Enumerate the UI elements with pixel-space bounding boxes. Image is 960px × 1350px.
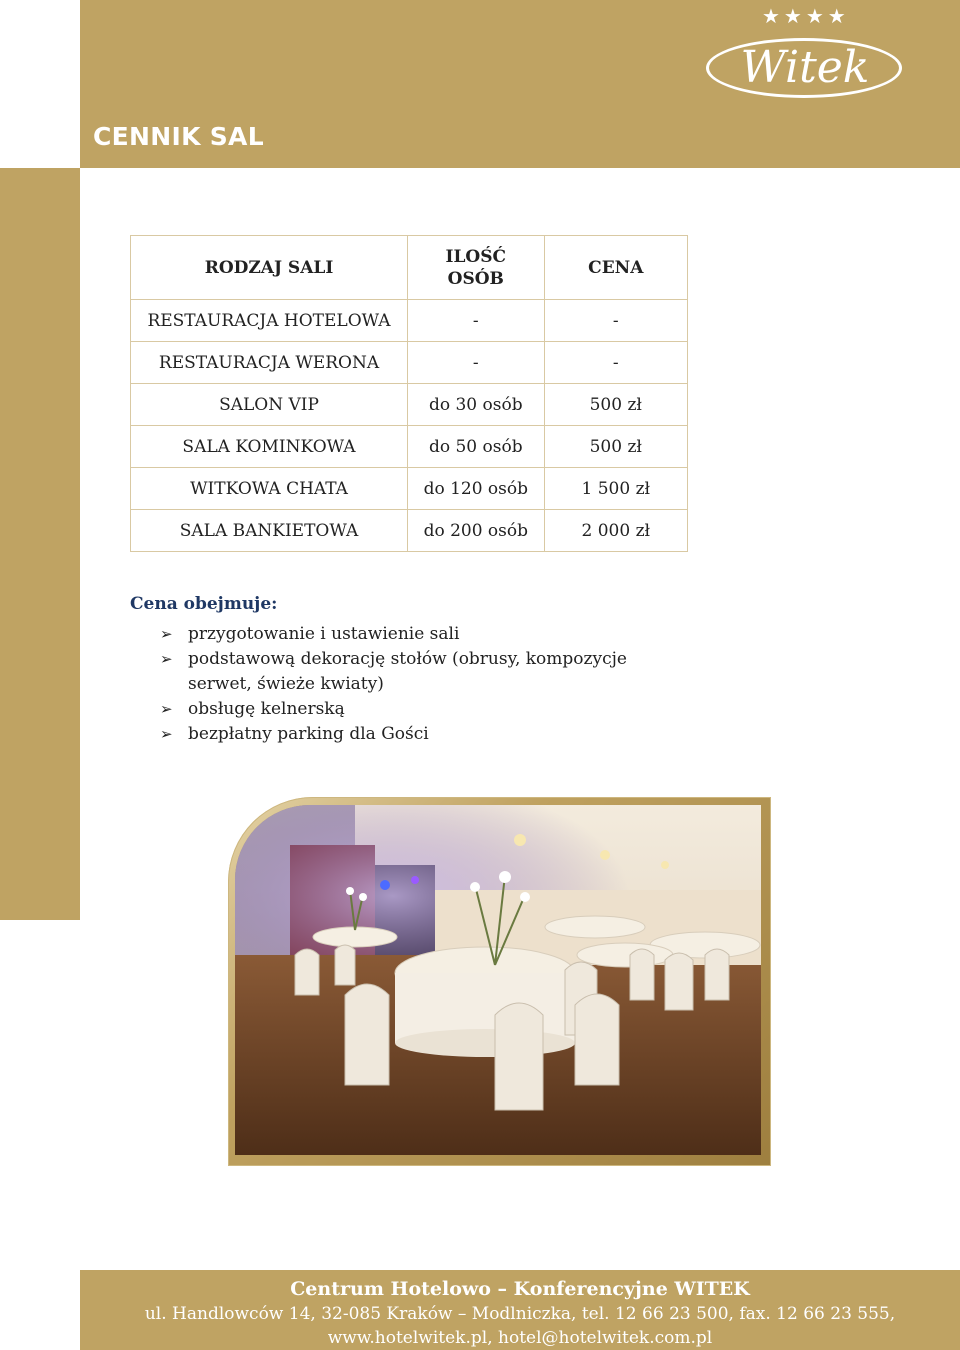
list-item-text: przygotowanie i ustawienie sali — [188, 624, 460, 644]
list-item-text: podstawową dekorację stołów (obrusy, kompozycje serwet, świeże kwiaty) — [188, 649, 627, 694]
arrow-bullet-icon: ➢ — [160, 650, 173, 668]
table-header-row — [131, 236, 688, 300]
page-title: CENNIK SAL — [93, 122, 264, 151]
room-name: RESTAURACJA HOTELOWA — [131, 300, 408, 342]
room-price: 500 zł — [544, 384, 687, 426]
table-row — [131, 384, 688, 426]
room-capacity: - — [408, 300, 545, 342]
room-price: - — [544, 342, 687, 384]
includes-heading: Cena obejmuje: — [130, 594, 278, 614]
price-table — [130, 235, 688, 552]
logo-wordmark: Witek — [740, 42, 870, 93]
room-name: SALA KOMINKOWA — [131, 426, 408, 468]
room-name: WITKOWA CHATA — [131, 468, 408, 510]
header-capacity — [408, 236, 545, 300]
list-item-text: obsługę kelnerską — [188, 699, 345, 719]
arrow-bullet-icon: ➢ — [160, 700, 173, 718]
arrow-bullet-icon: ➢ — [160, 625, 173, 643]
header-price: CENA — [544, 236, 687, 300]
room-capacity: do 30 osób — [408, 384, 545, 426]
room-capacity: do 50 osób — [408, 426, 545, 468]
table-row — [131, 300, 688, 342]
header-capacity-label: ILOŚĆ OSÓB — [445, 246, 507, 289]
room-capacity: - — [408, 342, 545, 384]
footer-company-name: Centrum Hotelowo – Konferencyjne WITEK — [290, 1278, 750, 1300]
room-name: RESTAURACJA WERONA — [131, 342, 408, 384]
table-row — [131, 468, 688, 510]
banquet-hall-illustration — [235, 805, 761, 1155]
hotel-logo — [700, 4, 910, 106]
includes-list — [160, 622, 680, 747]
footer — [80, 1270, 960, 1350]
room-price: 500 zł — [544, 426, 687, 468]
list-item — [160, 697, 680, 722]
room-name: SALON VIP — [131, 384, 408, 426]
star-rating-icon: ★★★★ — [762, 4, 850, 28]
room-price: 2 000 zł — [544, 510, 687, 552]
table-row — [131, 510, 688, 552]
side-band — [0, 168, 80, 920]
banquet-hall-photo — [235, 805, 761, 1155]
footer-web-email: www.hotelwitek.pl, hotel@hotelwitek.com.pl — [327, 1328, 713, 1348]
room-price: 1 500 zł — [544, 468, 687, 510]
table-row — [131, 426, 688, 468]
header-room-type: RODZAJ SALI — [131, 236, 408, 300]
list-item — [160, 622, 680, 647]
footer-address: ul. Handlowców 14, 32-085 Kraków – Modlniczka, tel. 12 66 23 500, fax. 12 66 23 555, — [144, 1304, 896, 1324]
room-capacity: do 200 osób — [408, 510, 545, 552]
list-item — [160, 722, 680, 747]
room-capacity: do 120 osób — [408, 468, 545, 510]
list-item-text: bezpłatny parking dla Gości — [188, 724, 429, 744]
list-item — [160, 647, 680, 697]
arrow-bullet-icon: ➢ — [160, 725, 173, 743]
table-row — [131, 342, 688, 384]
room-price: - — [544, 300, 687, 342]
room-name: SALA BANKIETOWA — [131, 510, 408, 552]
